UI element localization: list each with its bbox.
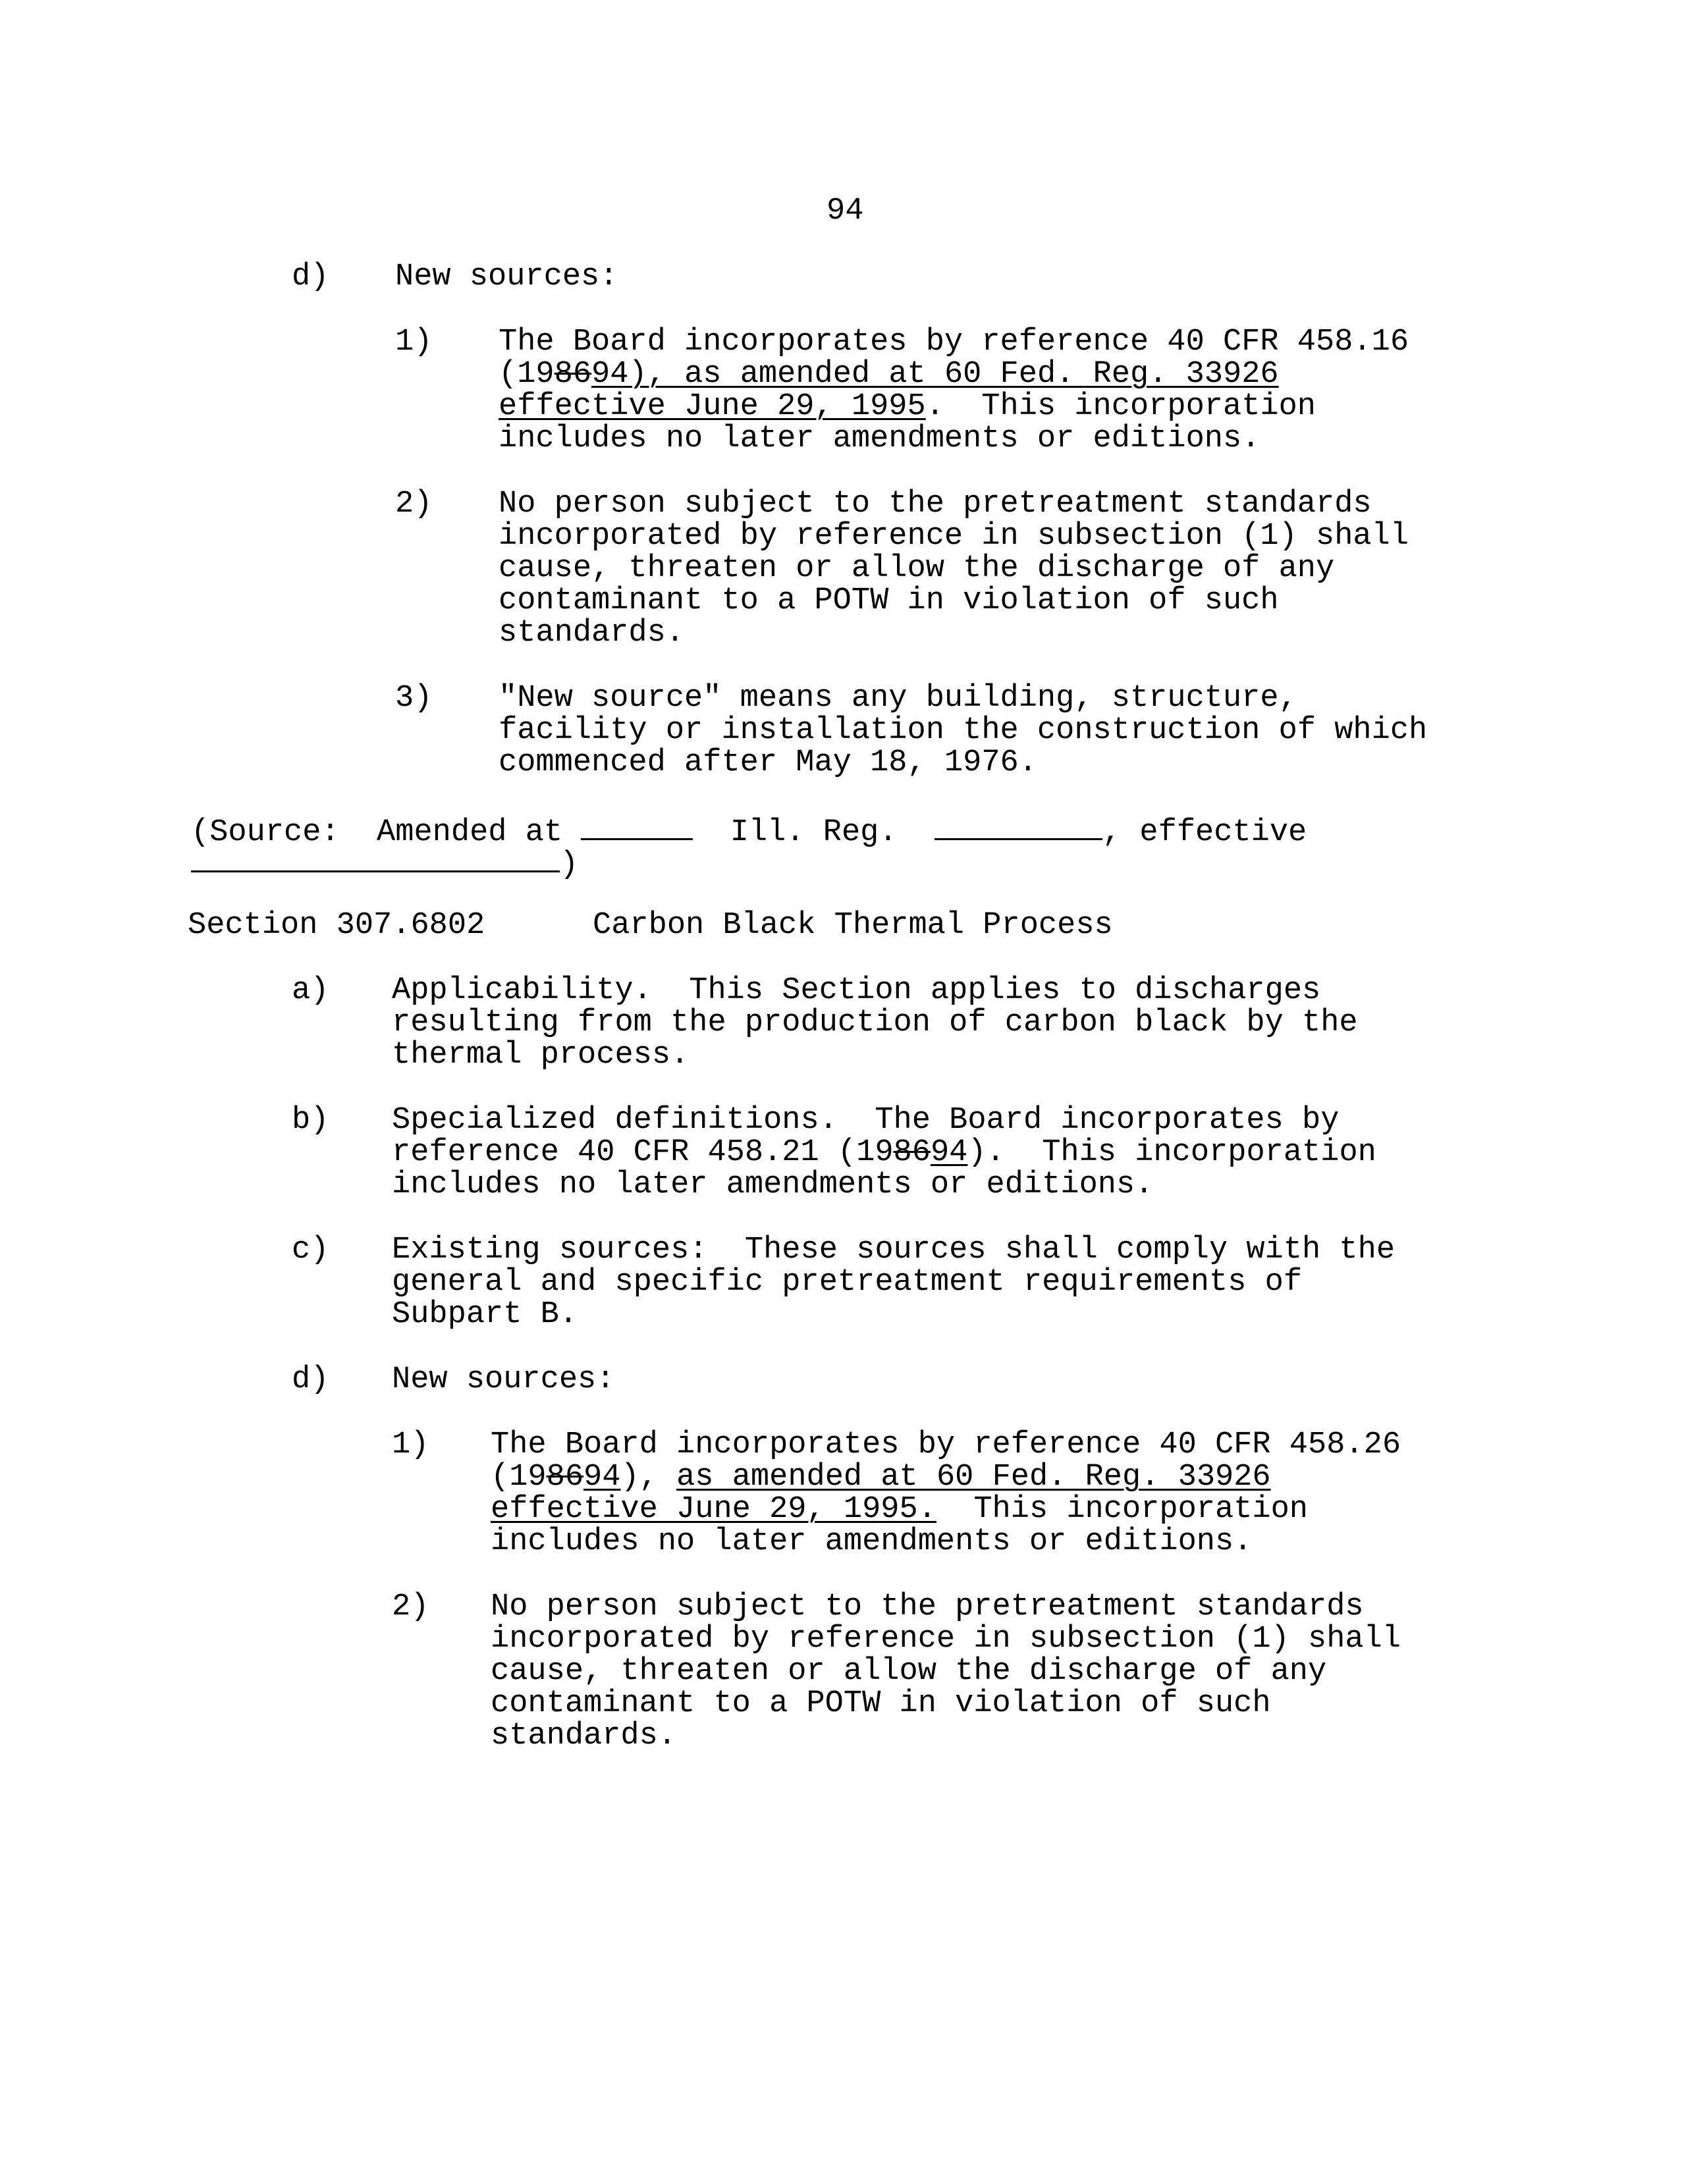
subsection-heading: New sources: [392, 1362, 615, 1397]
page-number: 94 [826, 194, 864, 228]
subsection-label: a) [292, 973, 329, 1008]
subsection-text-line: Existing sources: These sources shall comply with the [392, 1233, 1395, 1267]
item-number: 1) [392, 1427, 429, 1462]
source-note-text: , effective [1102, 815, 1307, 850]
item-text-line: contaminant to a POTW in violation of such [499, 583, 1279, 618]
item-text-line: standards. [499, 616, 685, 651]
item-number: 1) [395, 325, 433, 360]
item-text-line: No person subject to the pretreatment standards [491, 1589, 1364, 1624]
inserted-text: 94 [583, 1460, 621, 1495]
item-text-line: "New source" means any building, structure, [499, 681, 1297, 716]
text-run: . This incorporation [925, 389, 1316, 424]
text-run: ). This incorporation [967, 1135, 1376, 1170]
item-text-line: includes no later amendments or editions. [491, 1524, 1253, 1559]
item-text-line: standards. [491, 1718, 677, 1753]
item-text-line: cause, threaten or allow the discharge of any [499, 551, 1335, 586]
inserted-text: 94), [591, 357, 666, 392]
text-run: This incorporation [936, 1492, 1309, 1527]
item-text-line [491, 1461, 1271, 1494]
item-text-line [491, 1493, 1308, 1526]
item-text-line [499, 358, 1279, 391]
item-text-line: includes no later amendments or editions. [499, 421, 1260, 456]
subsection-text-line: thermal process. [392, 1038, 690, 1073]
item-text-line: incorporated by reference in subsection (1) shall [499, 519, 1409, 554]
subsection-label: d) [292, 1362, 329, 1397]
source-note-text: Ill. Reg. [730, 815, 898, 850]
source-note [191, 844, 578, 882]
subsection-text-line: Applicability. This Section applies to discharges [392, 973, 1321, 1008]
subsection-text-line [392, 1136, 1376, 1169]
subsection-text-line: Specialized definitions. The Board incorporates by [392, 1103, 1340, 1138]
deleted-text: 86 [554, 357, 592, 392]
item-text-line: cause, threaten or allow the discharge of any [491, 1654, 1327, 1689]
subsection-text-line: Subpart B. [392, 1297, 578, 1332]
item-number: 3) [395, 681, 433, 716]
item-text-line: commenced after May 18, 1976. [499, 745, 1037, 780]
section-title: Carbon Black Thermal Process [593, 908, 1113, 943]
item-number: 2) [395, 487, 433, 521]
item-text-line: facility or installation the construction of which [499, 713, 1428, 748]
text-run: reference 40 CFR 458.21 (19 [392, 1135, 894, 1170]
inserted-text: effective June 29, 1995. [491, 1492, 936, 1527]
item-number: 2) [392, 1589, 429, 1624]
section-number: Section 307.6802 [188, 908, 485, 943]
blank-line [935, 812, 1102, 840]
item-text-line: incorporated by reference in subsection (1) shall [491, 1622, 1401, 1657]
item-text-line: No person subject to the pretreatment standards [499, 487, 1372, 521]
text-run: (19 [499, 357, 555, 392]
item-text-line: contaminant to a POTW in violation of such [491, 1686, 1271, 1721]
inserted-text: as amended at 60 Fed. Reg. 33926 [676, 1460, 1271, 1495]
blank-line [581, 812, 693, 840]
subsection-label: d) [292, 259, 329, 294]
source-note-text: ) [560, 847, 579, 882]
deleted-text: 86 [893, 1135, 931, 1170]
subsection-label: b) [292, 1103, 329, 1138]
subsection-text-line: general and specific pretreatment requirements of [392, 1265, 1303, 1300]
inserted-text: effective June 29, 1995 [499, 389, 926, 424]
text-run: ), [620, 1460, 677, 1495]
blank-line [191, 844, 560, 872]
source-note-text: (Source: Amended at [191, 815, 563, 850]
item-text-line: The Board incorporates by reference 40 CFR 458.16 [499, 325, 1409, 360]
subsection-heading: New sources: [395, 259, 618, 294]
subsection-text-line: resulting from the production of carbon black by the [392, 1005, 1358, 1040]
deleted-text: 86 [546, 1460, 584, 1495]
inserted-text: 94 [930, 1135, 968, 1170]
item-text-line [499, 390, 1316, 423]
inserted-text: as amended at 60 Fed. Reg. 33926 [665, 357, 1279, 392]
subsection-label: c) [292, 1233, 329, 1267]
text-run: (19 [491, 1460, 547, 1495]
subsection-text-line: includes no later amendments or editions. [392, 1167, 1154, 1202]
item-text-line: The Board incorporates by reference 40 CFR 458.26 [491, 1427, 1401, 1462]
